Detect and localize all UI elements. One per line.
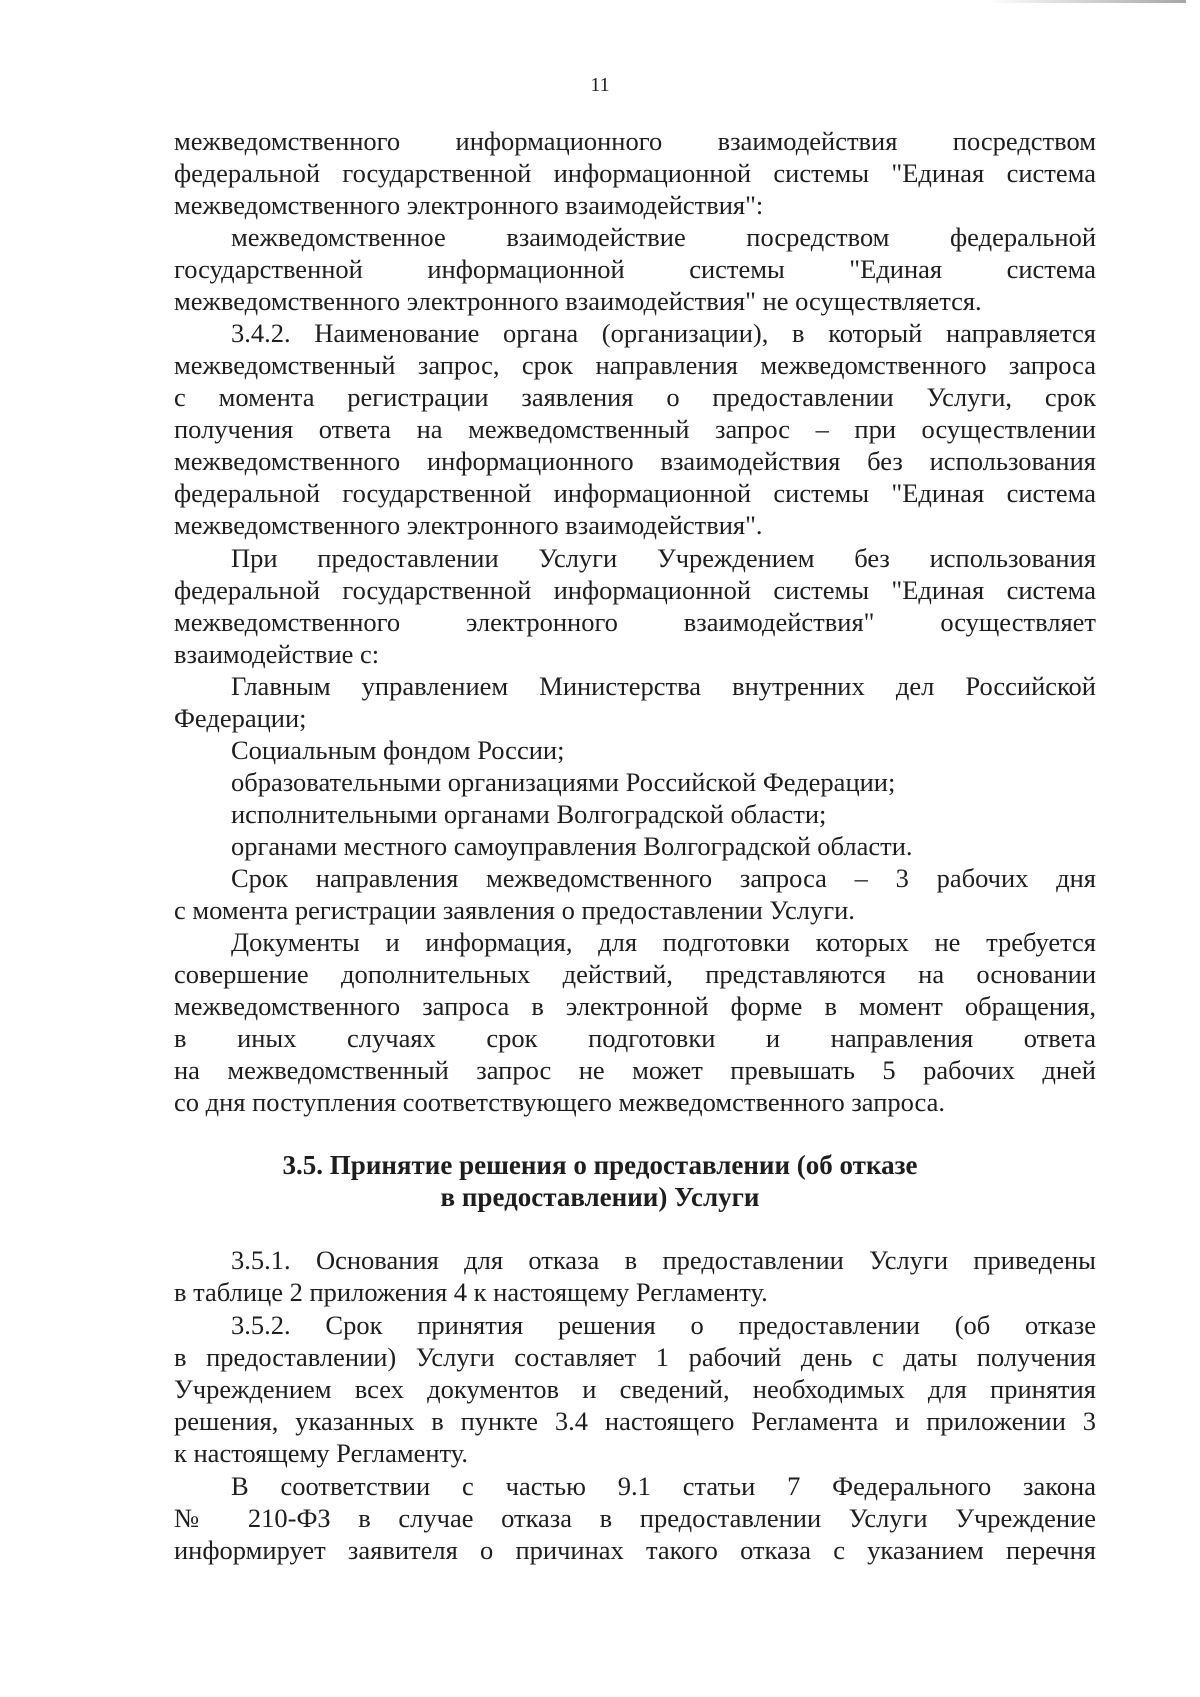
text-line: федеральной государственной информационной системы "Единая система (174, 478, 1096, 508)
section-heading-line: 3.5. Принятие решения о предоставлении (об отказе (282, 1150, 918, 1180)
text-line: образовательными организациями Российской Федерации; (231, 767, 896, 797)
text-line: № 210-ФЗ в случае отказа в предоставлении Услуги Учреждение (174, 1503, 1096, 1533)
text-line: межведомственного запроса в электронной форме в момент обращения, (174, 991, 1096, 1021)
text-line: получения ответа на межведомственный запрос – при осуществлении (174, 414, 1096, 444)
text-line: в иных случаях срок подготовки и направления ответа (174, 1023, 1096, 1053)
text-line: Учреждением всех документов и сведений, необходимых для принятия (174, 1374, 1096, 1404)
text-line: с момента регистрации заявления о предоставлении Услуги. (174, 895, 855, 925)
text-line: к настоящему Регламенту. (174, 1438, 469, 1468)
text-line: 3.5.1. Основания для отказа в предоставлении Услуги приведены (231, 1245, 1096, 1275)
page-number: 11 (590, 74, 610, 96)
text-line: взаимодействие с: (174, 639, 380, 669)
section-heading-line: в предоставлении) Услуги (440, 1182, 760, 1212)
text-line: межведомственного электронного взаимодействия": (174, 190, 764, 220)
text-line: межведомственный запрос, срок направления межведомственного запроса (174, 350, 1096, 380)
text-line: В соответствии с частью 9.1 статьи 7 Федерального закона (231, 1471, 1096, 1501)
text-line: 3.5.2. Срок принятия решения о предоставлении (об отказе (231, 1310, 1096, 1340)
text-line: Главным управлением Министерства внутренних дел Российской (231, 671, 1096, 701)
text-line: с момента регистрации заявления о предоставлении Услуги, срок (174, 382, 1096, 412)
text-line: федеральной государственной информационной системы "Единая система (174, 575, 1096, 605)
scan-edge-mark (986, 0, 1186, 3)
text-line: межведомственного электронного взаимодействия" не осуществляется. (174, 286, 982, 316)
text-line: в таблице 2 приложения 4 к настоящему Регламенту. (174, 1277, 768, 1307)
text-line: межведомственного электронного взаимодействия" осуществляет (174, 607, 1096, 637)
text-line: решения, указанных в пункте 3.4 настоящего Регламента и приложении 3 (174, 1406, 1096, 1436)
text-line: федеральной государственной информационной системы "Единая система (174, 158, 1096, 188)
text-line: межведомственного электронного взаимодействия". (174, 510, 763, 540)
text-line: информирует заявителя о причинах такого отказа с указанием перечня (174, 1535, 1096, 1565)
text-line: межведомственного информационного взаимодействия без использования (174, 446, 1096, 476)
text-line: межведомственного информационного взаимодействия посредством (174, 126, 1096, 156)
text-line: Социальным фондом России; (231, 735, 565, 765)
text-line: межведомственное взаимодействие посредством федеральной (231, 222, 1096, 252)
text-line: При предоставлении Услуги Учреждением без использования (231, 543, 1096, 573)
text-line: исполнительными органами Волгоградской области; (231, 799, 827, 829)
text-line: Срок направления межведомственного запроса – 3 рабочих дня (231, 863, 1096, 893)
text-line: органами местного самоуправления Волгоградской области. (231, 831, 913, 861)
text-line: на межведомственный запрос не может превышать 5 рабочих дней (174, 1055, 1096, 1085)
text-line: совершение дополнительных действий, представляются на основании (174, 959, 1096, 989)
text-line: в предоставлении) Услуги составляет 1 рабочий день с даты получения (174, 1342, 1096, 1372)
text-line: со дня поступления соответствующего межведомственного запроса. (174, 1087, 946, 1117)
text-line: государственной информационной системы "Единая система (174, 254, 1096, 284)
text-line: Федерации; (174, 703, 307, 733)
text-line: Документы и информация, для подготовки которых не требуется (231, 927, 1096, 957)
text-line: 3.4.2. Наименование органа (организации), в который направляется (231, 318, 1096, 348)
